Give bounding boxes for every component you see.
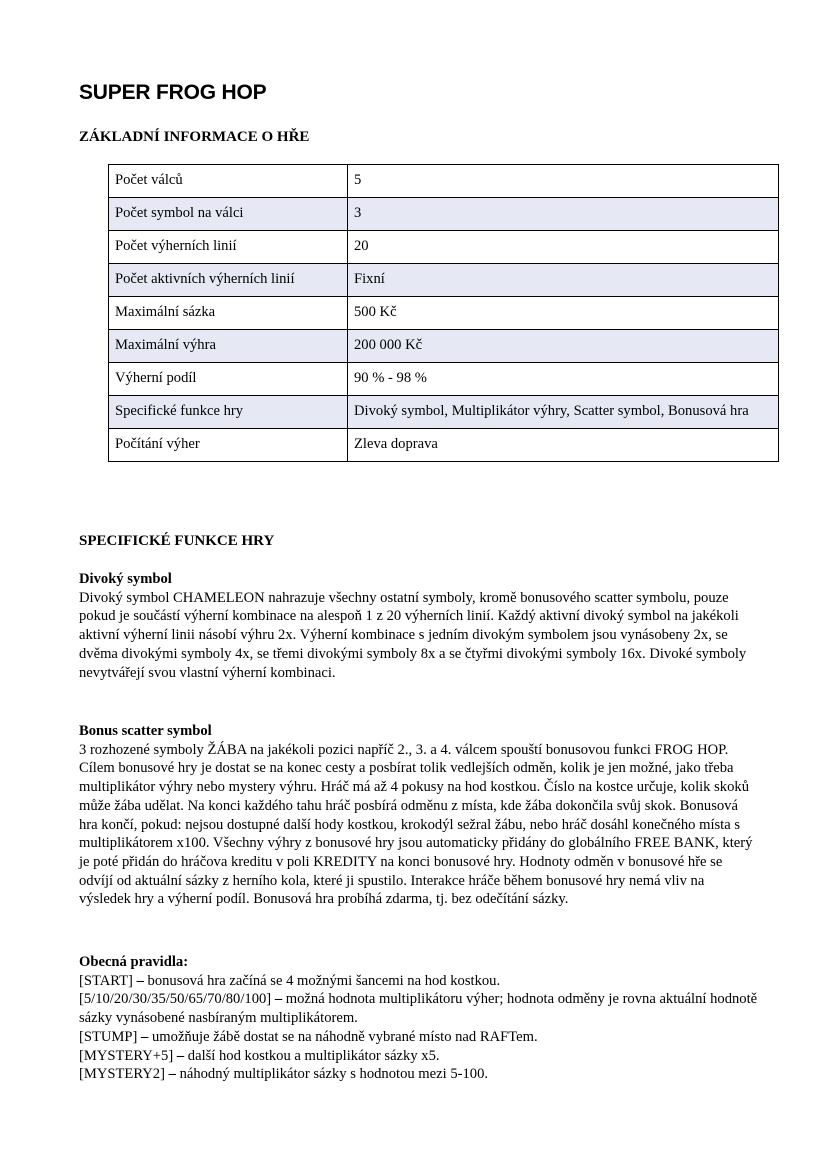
basic-info-table: [108, 164, 779, 462]
row-key: Počet výherních linií: [109, 231, 348, 264]
rule-dash: –: [274, 991, 283, 1008]
scatter-symbol-section: [79, 722, 759, 909]
rule-item: [79, 1047, 759, 1066]
rule-text: možná hodnota multiplikátoru výher; hodnota odměny je rovna aktuální hodnotě sázky vynásobené nasbíraným multiplikátorem.: [79, 991, 758, 1027]
rule-item: [79, 1065, 759, 1084]
rule-tag: [START]: [79, 972, 133, 989]
row-value: 500 Kč: [348, 297, 779, 330]
table-row: [109, 396, 779, 429]
rule-dash: –: [168, 1066, 176, 1083]
rule-text: náhodný multiplikátor sázky s hodnotou mezi 5-100.: [179, 1066, 489, 1083]
row-key: Specifické funkce hry: [109, 396, 348, 429]
scatter-symbol-text: 3 rozhozené symboly ŽÁBA na jakékoli pozici napříč 2., 3. a 4. válcem spouští bonusovou funkci FROG HOP. Cílem bonusové hry je dostat se na konec cesty a posbírat tolik vedlejších odměn, kolik je jen možné, jako třeba multiplikátor výhry nebo mystery výhru. Hráč má až 4 pokusy na hod kostkou. Číslo na kostce určuje, kolik skoků může žába udělat. Na konci každého tahu hráč posbírá odměnu z místa, kde žába dokončila svůj skok. Bonusová hra končí, pokud: nejsou dostupné další hody kostkou, krokodýl sežral žábu, nebo hráč dosáhl konečného místa s multiplikátorem x100. Všechny výhry z bonusové hry jsou automaticky přidány do globálního FREE BANK, který je poté přidán do hráčova kreditu v poli KREDITY na konci bonusové hry. Hodnoty odměn v bonusové hře se odvíjí od aktuální sázky z herního kola, které ji spustilo. Interakce hráče během bonusové hry nemá vliv na výsledek hry a výherní podíl. Bonusová hra probíhá zdarma, tj. bez odečítání sázky.: [79, 741, 753, 908]
wild-symbol-title: Divoký symbol: [79, 571, 172, 587]
row-key: Výherní podíl: [109, 363, 348, 396]
table-row: [109, 297, 779, 330]
table-row: [109, 198, 779, 231]
scatter-symbol-title: Bonus scatter symbol: [79, 723, 212, 739]
table-row: [109, 330, 779, 363]
row-value: Fixní: [348, 264, 779, 297]
rule-text: umožňuje žábě dostat se na náhodně vybrané místo nad RAFTem.: [152, 1028, 538, 1045]
rule-text: další hod kostkou a multiplikátor sázky x5.: [187, 1047, 440, 1064]
row-key: Počet válců: [109, 165, 348, 198]
table-row: [109, 165, 779, 198]
row-value: Zleva doprava: [348, 429, 779, 462]
rule-tag: [MYSTERY2]: [79, 1066, 165, 1083]
table-row: [109, 429, 779, 462]
rule-dash: –: [141, 1028, 149, 1045]
features-heading: SPECIFICKÉ FUNKCE HRY: [79, 533, 275, 549]
rule-item: [79, 1028, 759, 1047]
row-value: 90 % - 98 %: [348, 363, 779, 396]
table-row: [109, 231, 779, 264]
rule-item: [79, 990, 759, 1027]
row-key: Počet aktivních výherních linií: [109, 264, 348, 297]
row-value: 3: [348, 198, 779, 231]
table-row: [109, 363, 779, 396]
game-title: SUPER FROG HOP: [79, 81, 267, 104]
rule-text: bonusová hra začíná se 4 možnými šancemi na hod kostkou.: [147, 972, 501, 989]
general-rules-section: [79, 953, 759, 1084]
row-key: Maximální výhra: [109, 330, 348, 363]
row-value: 200 000 Kč: [348, 330, 779, 363]
row-key: Počet symbol na válci: [109, 198, 348, 231]
row-value: Divoký symbol, Multiplikátor výhry, Scatter symbol, Bonusová hra: [348, 396, 779, 429]
row-key: Počítání výher: [109, 429, 348, 462]
rule-tag: [MYSTERY+5]: [79, 1047, 174, 1064]
wild-symbol-section: [79, 570, 759, 682]
rule-tag: [5/10/20/30/35/50/65/70/80/100]: [79, 991, 272, 1008]
row-value: 5: [348, 165, 779, 198]
rule-item: [79, 972, 759, 991]
row-key: Maximální sázka: [109, 297, 348, 330]
general-rules-title: Obecná pravidla:: [79, 954, 189, 970]
rule-dash: –: [136, 972, 144, 989]
basic-info-heading: ZÁKLADNÍ INFORMACE O HŘE: [79, 129, 310, 145]
wild-symbol-text: Divoký symbol CHAMELEON nahrazuje všechny ostatní symboly, kromě bonusového scatter symbolu, pouze pokud je součástí výherní kombinace na alespoň 1 z 20 výherních linií. Každý aktivní divoký symbol na jakékoli aktivní výherní linii násobí výhru 2x. Výherní kombinace s jedním divokým symbolem jsou vynásobeny 2x, se dvěma divokými symboly 4x, se třemi divokými symboly 8x a se čtyřmi divokými symboly 16x. Divoké symboly nevytvářejí svou vlastní výherní kombinaci.: [79, 589, 747, 681]
rule-dash: –: [176, 1047, 185, 1064]
row-value: 20: [348, 231, 779, 264]
table-row: [109, 264, 779, 297]
rule-tag: [STUMP]: [79, 1028, 138, 1045]
